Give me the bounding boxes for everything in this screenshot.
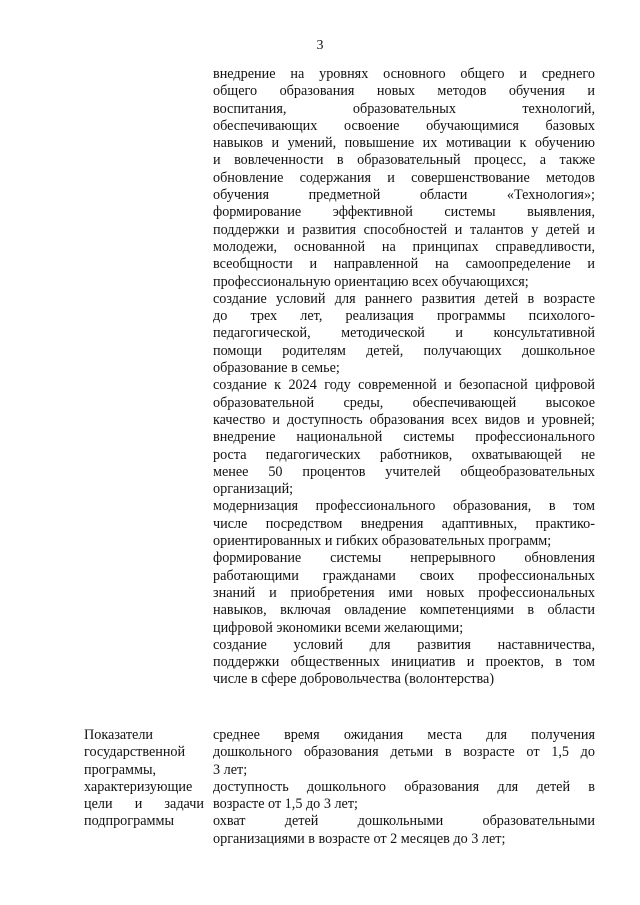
- text-line: формирование системы непрерывного обновления: [213, 550, 595, 567]
- indicators-text-block: [213, 727, 595, 848]
- text-line: доступность дошкольного образования для детей в: [213, 778, 595, 795]
- text-line: обучения предметной области «Технология»;: [213, 187, 595, 204]
- text-line: возрасте от 1,5 до 3 лет;: [213, 796, 358, 813]
- tasks-text-block: [213, 66, 595, 689]
- text-line: обеспечивающих освоение обучающимися базовых: [213, 117, 595, 134]
- label-line: цели и задачи: [84, 796, 204, 813]
- text-line: организаций;: [213, 481, 294, 498]
- text-line: и вовлеченности в образовательный процесс, а также: [213, 152, 595, 169]
- text-line: воспитания, образовательных технологий,: [213, 100, 595, 117]
- text-line: навыков, включая овладение компетенциями в области: [213, 602, 595, 619]
- text-line: создание к 2024 году современной и безопасной цифровой: [213, 377, 595, 394]
- text-line: цифровой экономики всеми желающими;: [213, 619, 464, 636]
- label-line: подпрограммы: [84, 813, 174, 830]
- text-line: работающими гражданами своих профессиональных: [213, 567, 595, 584]
- indicators-label: [84, 727, 204, 831]
- text-line: формирование эффективной системы выявления,: [213, 204, 595, 221]
- label-line: государственной: [84, 744, 186, 761]
- text-line: общего образования новых методов обучения и: [213, 83, 595, 100]
- text-line: образование в семье;: [213, 360, 340, 377]
- label-line: программы,: [84, 761, 157, 778]
- label-line: характеризующие: [84, 778, 193, 795]
- text-line: менее 50 процентов учителей общеобразовательных: [213, 463, 595, 480]
- text-line: модернизация профессионального образования, в том: [213, 498, 595, 515]
- text-line: охват детей дошкольными образовательными: [213, 813, 595, 830]
- text-line: организациями в возрасте от 2 месяцев до 3 лет;: [213, 830, 506, 847]
- text-line: всеобщности и направленной на самоопределение и: [213, 256, 595, 273]
- text-line: навыков и умений, повышение их мотивации к обучению: [213, 135, 595, 152]
- text-line: обновление содержания и совершенствование методов: [213, 169, 595, 186]
- text-line: качество и доступность образования всех видов и уровней;: [213, 411, 595, 428]
- text-line: создание условий для развития наставничества,: [213, 636, 595, 653]
- text-line: профессиональную ориентацию всех обучающихся;: [213, 273, 529, 290]
- text-line: внедрение на уровнях основного общего и среднего: [213, 66, 595, 82]
- text-line: помощи родителям детей, получающих дошкольное: [213, 342, 595, 359]
- text-line: поддержки общественных инициатив и проектов, в том: [213, 654, 595, 671]
- text-line: до трех лет, реализация программы психолого-: [213, 308, 595, 325]
- page-number: 3: [316, 38, 324, 53]
- text-line: числе посредством внедрения адаптивных, практико-: [213, 515, 595, 532]
- text-line: поддержки и развития способностей и талантов у детей и: [213, 221, 595, 238]
- text-line: числе в сфере добровольчества (волонтерства): [213, 671, 495, 688]
- text-line: 3 лет;: [213, 761, 248, 778]
- text-line: молодежи, основанной на принципах справедливости,: [213, 238, 595, 255]
- text-line: дошкольного образования детьми в возрасте от 1,5 до: [213, 744, 595, 761]
- text-line: внедрение национальной системы профессионального: [213, 429, 595, 446]
- text-line: образовательной среды, обеспечивающей высокое: [213, 394, 595, 411]
- text-line: среднее время ожидания места для получения: [213, 727, 595, 743]
- text-line: ориентированных и гибких образовательных программ;: [213, 533, 552, 550]
- text-line: педагогической, методической и консультативной: [213, 325, 595, 342]
- label-line: Показатели: [84, 727, 154, 743]
- text-line: знаний и приобретения ими новых профессиональных: [213, 584, 595, 601]
- text-line: создание условий для раннего развития детей в возрасте: [213, 290, 595, 307]
- text-line: роста педагогических работников, охватывающей не: [213, 446, 595, 463]
